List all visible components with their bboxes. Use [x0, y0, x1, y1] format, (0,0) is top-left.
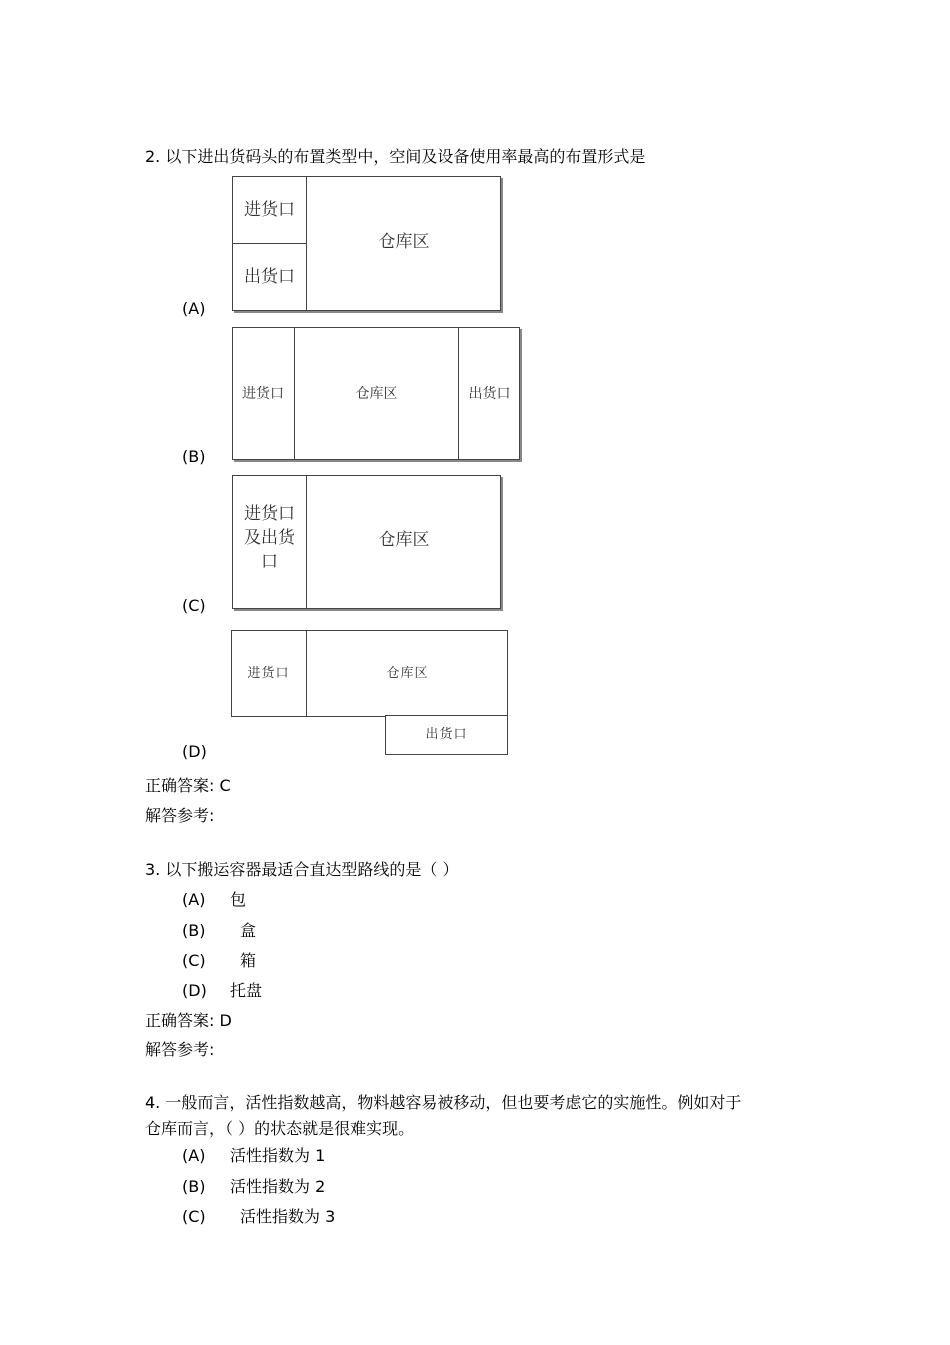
- q4-option-c-label: (C): [182, 1207, 206, 1226]
- diagram-a-inbound: 进货口: [244, 199, 295, 220]
- diagram-c-dock-line1: 进货口: [244, 504, 295, 524]
- diagram-c-dock-line2: 及出货: [244, 528, 295, 548]
- question-4-stem-line1: 4. 一般而言，活性指数越高，物料越容易被移动，但也要考虑它的实施性。例如对于: [145, 1093, 742, 1112]
- q4-option-b-label: (B): [182, 1177, 206, 1196]
- diagram-c-warehouse: 仓库区: [378, 530, 430, 550]
- question-3-reference: 解答参考:: [145, 1040, 215, 1059]
- q3-option-c-text: 箱: [240, 951, 257, 970]
- diagram-d-warehouse: 仓库区: [386, 665, 429, 681]
- q3-option-d-text: 托盘: [230, 981, 263, 1000]
- q4-option-a-label: (A): [182, 1146, 206, 1165]
- diagram-b-outbound: 出货口: [468, 385, 511, 402]
- q3-option-a-label: (A): [182, 890, 206, 909]
- q3-option-a-text: 包: [230, 890, 247, 909]
- diagram-d-outbound: 出货口: [385, 715, 508, 755]
- q4-option-a-text: 活性指数为 1: [230, 1146, 326, 1165]
- diagram-b-warehouse: 仓库区: [355, 385, 398, 402]
- q4-option-c-text: 活性指数为 3: [240, 1207, 336, 1226]
- q3-option-c-label: (C): [182, 951, 206, 970]
- q3-option-d-label: (D): [182, 981, 207, 1000]
- option-c-label: (C): [182, 596, 206, 615]
- diagram-b-inbound: 进货口: [242, 385, 284, 402]
- option-b-label: (B): [182, 447, 206, 466]
- q4-option-b-text: 活性指数为 2: [230, 1177, 326, 1196]
- diagram-a-warehouse: 仓库区: [378, 232, 430, 252]
- question-2-stem: 2. 以下进出货码头的布置类型中，空间及设备使用率最高的布置形式是: [145, 147, 646, 166]
- q3-option-b-label: (B): [182, 921, 206, 940]
- option-d-label: (D): [182, 742, 207, 761]
- option-a-label: (A): [182, 299, 206, 318]
- diagram-c-dock-line3: 口: [261, 552, 278, 572]
- diagram-c-dock: [232, 475, 307, 609]
- question-2-reference: 解答参考:: [145, 806, 215, 825]
- question-2-answer: 正确答案: C: [145, 776, 231, 795]
- diagram-a-outbound: 出货口: [244, 267, 295, 287]
- diagram-d-inbound: 进货口: [247, 665, 290, 681]
- question-4-stem-line2: 仓库而言，（ ）的状态就是很难实现。: [145, 1119, 415, 1138]
- question-3-stem: 3. 以下搬运容器最适合直达型路线的是（ ）: [145, 860, 459, 879]
- q3-option-b-text: 盒: [240, 921, 257, 940]
- question-3-answer: 正确答案: D: [145, 1011, 232, 1030]
